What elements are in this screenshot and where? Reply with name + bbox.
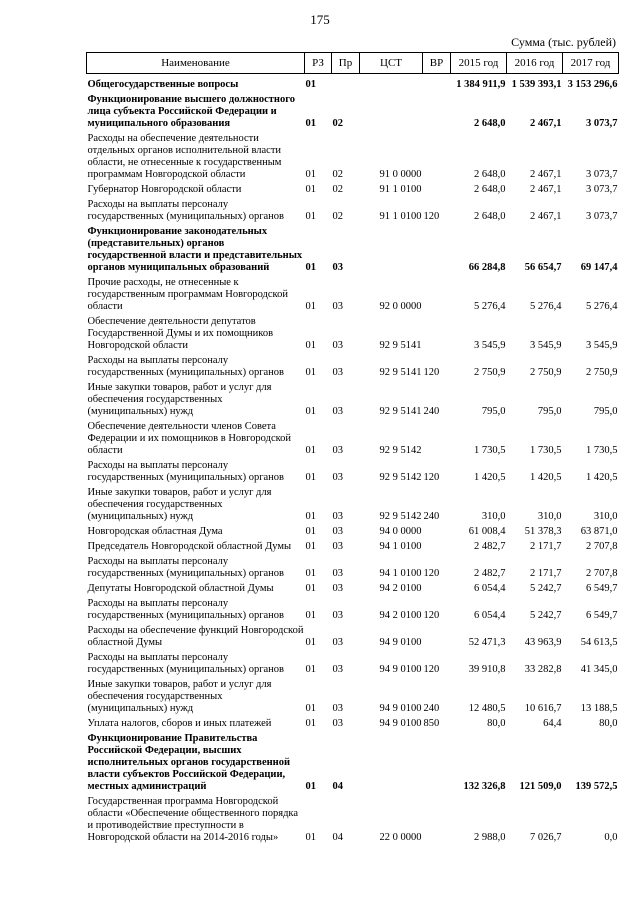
row-rz: 01 — [305, 445, 316, 456]
row-name: Расходы на выплаты персоналу государственных (муниципальных) органов — [87, 652, 285, 675]
table-row — [87, 715, 619, 730]
row-pr: 03 — [332, 301, 343, 312]
row-name: Функционирование законодательных (представительных) органов государственной власти и представительных органов муниципальных образований — [87, 226, 303, 273]
row-cst — [360, 223, 423, 274]
row-2016: 51 378,3 — [524, 526, 562, 537]
row-2015: 61 008,4 — [468, 526, 506, 537]
row-2015: 52 471,3 — [468, 637, 506, 648]
row-2015: 5 276,4 — [474, 301, 506, 312]
row-cst: 94 0 0000 — [379, 526, 422, 537]
row-cst: 92 0 0000 — [379, 301, 422, 312]
row-vr: 240 — [423, 703, 440, 714]
row-pr: 03 — [332, 718, 343, 729]
row-2015: 2 648,0 — [474, 169, 506, 180]
table-row — [87, 538, 619, 553]
row-vr — [423, 793, 451, 844]
row-2017: 2 707,8 — [586, 568, 618, 579]
row-2016: 5 276,4 — [530, 301, 562, 312]
budget-table — [86, 52, 619, 844]
table-row — [87, 313, 619, 352]
row-2017: 795,0 — [593, 406, 618, 417]
row-cst — [360, 91, 423, 130]
row-rz: 01 — [305, 211, 316, 222]
row-2015: 2 648,0 — [474, 184, 506, 195]
row-name: Государственная программа Новгородской области «Обеспечение общественного порядка и противодействие преступности в Новгородской области на 2014-2016 годы» — [87, 796, 299, 843]
row-name: Иные закупки товаров, работ и услуг для обеспечения государственных (муниципальных) нужд — [87, 487, 272, 522]
row-2016: 43 963,9 — [524, 637, 562, 648]
row-vr — [423, 74, 451, 92]
row-name: Функционирование Правительства Российской Федерации, высших исполнительных органов государственной власти субъектов Российской Федерации, местных администраций — [87, 733, 291, 792]
row-name: Депутаты Новгородской областной Думы — [87, 583, 274, 594]
row-name: Иные закупки товаров, работ и услуг для обеспечения государственных (муниципальных) нужд — [87, 382, 272, 417]
row-name: Расходы на обеспечение функций Новгородской областной Думы — [87, 625, 304, 648]
row-2015: 795,0 — [481, 406, 506, 417]
row-cst: 92 9 5141 — [379, 406, 422, 417]
row-name: Функционирование высшего должностного лица субъекта Российской Федерации и муниципального образования — [87, 94, 295, 129]
row-rz: 01 — [305, 718, 316, 729]
row-pr: 03 — [332, 406, 343, 417]
row-2015: 1 730,5 — [474, 445, 506, 456]
row-name: Иные закупки товаров, работ и услуг для обеспечения государственных (муниципальных) нужд — [87, 679, 272, 714]
row-2016: 795,0 — [537, 406, 562, 417]
row-rz: 01 — [305, 472, 316, 483]
row-cst: 92 9 5142 — [379, 511, 422, 522]
row-vr — [423, 130, 451, 181]
header-cst: ЦСТ — [360, 53, 423, 74]
row-name: Председатель Новгородской областной Думы — [87, 541, 292, 552]
row-2017: 3 073,7 — [586, 211, 618, 222]
row-name: Прочие расходы, не отнесенные к государственным программам Новгородской области — [87, 277, 288, 312]
row-2015: 2 482,7 — [474, 568, 506, 579]
row-rz: 01 — [305, 610, 316, 621]
row-2016: 5 242,7 — [530, 610, 562, 621]
table-row — [87, 74, 619, 92]
row-2017: 41 345,0 — [580, 664, 618, 675]
row-2017: 2 707,8 — [586, 541, 618, 552]
row-cst: 94 9 0100 — [379, 703, 422, 714]
row-2015: 2 648,0 — [474, 118, 506, 129]
row-rz: 01 — [305, 367, 316, 378]
row-name: Уплата налогов, сборов и иных платежей — [87, 718, 272, 729]
row-2017: 1 420,5 — [586, 472, 618, 483]
row-2015: 2 482,7 — [474, 541, 506, 552]
row-2015: 3 545,9 — [474, 340, 506, 351]
table-row — [87, 223, 619, 274]
row-rz: 01 — [305, 637, 316, 648]
row-cst: 22 0 0000 — [379, 832, 422, 843]
row-2015: 66 284,8 — [468, 262, 506, 273]
table-row — [87, 523, 619, 538]
row-vr: 120 — [423, 610, 440, 621]
row-2017: 63 871,0 — [580, 526, 618, 537]
table-row — [87, 352, 619, 379]
row-2016: 2 171,7 — [530, 568, 562, 579]
row-rz: 01 — [305, 118, 316, 129]
row-vr — [423, 274, 451, 313]
table-row — [87, 274, 619, 313]
row-rz: 01 — [305, 406, 316, 417]
row-name: Обеспечение деятельности депутатов Государственной Думы и их помощников Новгородской области — [87, 316, 274, 351]
row-cst — [360, 730, 423, 793]
row-pr: 03 — [332, 541, 343, 552]
row-pr: 04 — [332, 832, 343, 843]
table-row — [87, 730, 619, 793]
table-row — [87, 484, 619, 523]
row-pr: 03 — [332, 511, 343, 522]
table-row — [87, 457, 619, 484]
row-pr: 04 — [332, 781, 343, 792]
row-2017: 0,0 — [604, 832, 618, 843]
row-pr: 03 — [332, 526, 343, 537]
header-2015: 2015 год — [451, 53, 507, 74]
row-2016: 2 171,7 — [530, 541, 562, 552]
row-2016: 2 750,9 — [530, 367, 562, 378]
row-2017: 2 750,9 — [586, 367, 618, 378]
header-name: Наименование — [87, 53, 305, 74]
row-2017: 310,0 — [593, 511, 618, 522]
header-rz: РЗ — [305, 53, 332, 74]
row-name: Расходы на обеспечение деятельности отдельных органов исполнительной власти области, не отнесенные к государственным программам Новгородской области — [87, 133, 282, 180]
row-cst: 94 9 0100 — [379, 718, 422, 729]
row-2016: 2 467,1 — [530, 169, 562, 180]
row-name: Расходы на выплаты персоналу государственных (муниципальных) органов — [87, 460, 285, 483]
row-2017: 139 572,5 — [575, 781, 618, 792]
row-pr: 03 — [332, 610, 343, 621]
row-2015: 2 988,0 — [474, 832, 506, 843]
row-2016: 1 420,5 — [530, 472, 562, 483]
table-row — [87, 553, 619, 580]
row-2016: 64,4 — [543, 718, 562, 729]
table-row — [87, 418, 619, 457]
row-2016: 2 467,1 — [530, 118, 562, 129]
row-2016: 121 509,0 — [519, 781, 562, 792]
row-2016: 2 467,1 — [530, 184, 562, 195]
row-vr — [423, 181, 451, 196]
units-caption: Сумма (тыс. рублей) — [511, 35, 616, 49]
row-vr — [423, 418, 451, 457]
row-2016: 5 242,7 — [530, 583, 562, 594]
row-cst: 91 1 0100 — [379, 184, 422, 195]
row-rz: 01 — [305, 262, 316, 273]
row-2017: 3 073,7 — [586, 169, 618, 180]
row-2017: 6 549,7 — [586, 610, 618, 621]
header-vr: ВР — [423, 53, 451, 74]
row-name: Общегосударственные вопросы — [87, 79, 239, 90]
row-vr — [423, 223, 451, 274]
row-vr — [423, 538, 451, 553]
row-pr: 02 — [332, 169, 343, 180]
row-rz: 01 — [305, 568, 316, 579]
row-2016: 33 282,8 — [524, 664, 562, 675]
row-name: Расходы на выплаты персоналу государственных (муниципальных) органов — [87, 199, 285, 222]
row-2015: 132 326,8 — [463, 781, 506, 792]
row-2015: 1 384 911,9 — [456, 79, 506, 90]
row-vr: 120 — [423, 568, 440, 579]
table-row — [87, 676, 619, 715]
row-2015: 2 750,9 — [474, 367, 506, 378]
row-cst: 94 2 0100 — [379, 610, 422, 621]
row-cst: 94 1 0100 — [379, 568, 422, 579]
row-cst: 94 9 0100 — [379, 637, 422, 648]
page-number: 175 — [310, 12, 330, 27]
row-2017: 54 613,5 — [580, 637, 618, 648]
table-row — [87, 379, 619, 418]
row-cst: 92 9 5142 — [379, 472, 422, 483]
row-2016: 56 654,7 — [524, 262, 562, 273]
row-vr — [423, 523, 451, 538]
row-2016: 1 539 393,1 — [511, 79, 562, 90]
row-vr: 240 — [423, 406, 440, 417]
row-pr: 03 — [332, 703, 343, 714]
row-2016: 2 467,1 — [530, 211, 562, 222]
row-pr: 03 — [332, 568, 343, 579]
row-2017: 13 188,5 — [580, 703, 618, 714]
row-cst: 94 2 0100 — [379, 583, 422, 594]
table-row — [87, 793, 619, 844]
table-row — [87, 649, 619, 676]
row-2017: 5 276,4 — [586, 301, 618, 312]
row-rz: 01 — [305, 511, 316, 522]
row-2016: 7 026,7 — [530, 832, 562, 843]
row-2017: 69 147,4 — [580, 262, 618, 273]
row-cst: 94 9 0100 — [379, 664, 422, 675]
row-pr: 02 — [332, 184, 343, 195]
row-2016: 310,0 — [537, 511, 562, 522]
row-rz: 01 — [305, 340, 316, 351]
row-pr: 03 — [332, 445, 343, 456]
row-2017: 3 073,7 — [586, 118, 618, 129]
table-row — [87, 91, 619, 130]
table-row — [87, 595, 619, 622]
row-rz: 01 — [305, 781, 316, 792]
row-2015: 12 480,5 — [468, 703, 506, 714]
row-rz: 01 — [305, 184, 316, 195]
table-row — [87, 181, 619, 196]
header-pr: Пр — [332, 53, 360, 74]
header-2016: 2016 год — [507, 53, 563, 74]
row-2015: 80,0 — [487, 718, 506, 729]
row-name: Расходы на выплаты персоналу государственных (муниципальных) органов — [87, 598, 285, 621]
row-cst: 91 0 0000 — [379, 169, 422, 180]
row-vr: 120 — [423, 664, 440, 675]
row-2017: 3 153 296,6 — [567, 79, 618, 90]
row-cst: 92 9 5142 — [379, 445, 422, 456]
row-2015: 39 910,8 — [468, 664, 506, 675]
row-pr: 03 — [332, 472, 343, 483]
row-2017: 3 073,7 — [586, 184, 618, 195]
row-cst: 91 1 0100 — [379, 211, 422, 222]
row-cst — [360, 74, 423, 92]
row-2017: 3 545,9 — [586, 340, 618, 351]
row-vr: 120 — [423, 211, 440, 222]
row-vr — [423, 622, 451, 649]
row-2017: 6 549,7 — [586, 583, 618, 594]
row-pr: 03 — [332, 583, 343, 594]
row-rz: 01 — [305, 583, 316, 594]
row-pr: 02 — [332, 118, 343, 129]
row-name: Расходы на выплаты персоналу государственных (муниципальных) органов — [87, 556, 285, 579]
row-vr — [423, 91, 451, 130]
row-vr: 120 — [423, 472, 440, 483]
row-2015: 2 648,0 — [474, 211, 506, 222]
row-cst: 94 1 0100 — [379, 541, 422, 552]
table-header-row — [87, 53, 619, 74]
row-vr — [423, 580, 451, 595]
row-2017: 1 730,5 — [586, 445, 618, 456]
row-rz: 01 — [305, 541, 316, 552]
row-rz: 01 — [305, 832, 316, 843]
row-vr — [423, 313, 451, 352]
row-vr: 240 — [423, 511, 440, 522]
table-row — [87, 622, 619, 649]
row-rz: 01 — [305, 301, 316, 312]
row-cst: 92 9 5141 — [379, 367, 422, 378]
row-2016: 3 545,9 — [530, 340, 562, 351]
row-pr: 03 — [332, 637, 343, 648]
row-pr: 02 — [332, 211, 343, 222]
row-rz: 01 — [305, 79, 316, 90]
row-2015: 1 420,5 — [474, 472, 506, 483]
header-2017: 2017 год — [563, 53, 619, 74]
row-pr: 03 — [332, 664, 343, 675]
row-rz: 01 — [305, 664, 316, 675]
table-row — [87, 580, 619, 595]
row-2015: 6 054,4 — [474, 583, 506, 594]
table-row — [87, 130, 619, 181]
row-name: Губернатор Новгородской области — [87, 184, 242, 195]
row-pr: 03 — [332, 262, 343, 273]
row-pr: 03 — [332, 367, 343, 378]
row-2016: 1 730,5 — [530, 445, 562, 456]
row-2017: 80,0 — [599, 718, 618, 729]
row-cst: 92 9 5141 — [379, 340, 422, 351]
row-vr — [423, 730, 451, 793]
row-name: Новгородская областная Дума — [87, 526, 223, 537]
row-rz: 01 — [305, 169, 316, 180]
row-2015: 6 054,4 — [474, 610, 506, 621]
row-vr: 850 — [423, 718, 440, 729]
row-rz: 01 — [305, 526, 316, 537]
row-rz: 01 — [305, 703, 316, 714]
row-2015: 310,0 — [481, 511, 506, 522]
row-2016: 10 616,7 — [524, 703, 562, 714]
row-vr: 120 — [423, 367, 440, 378]
row-pr — [332, 74, 360, 92]
row-name: Обеспечение деятельности членов Совета Федерации и их помощников в Новгородской области — [87, 421, 292, 456]
row-name: Расходы на выплаты персоналу государственных (муниципальных) органов — [87, 355, 285, 378]
row-pr: 03 — [332, 340, 343, 351]
table-row — [87, 196, 619, 223]
